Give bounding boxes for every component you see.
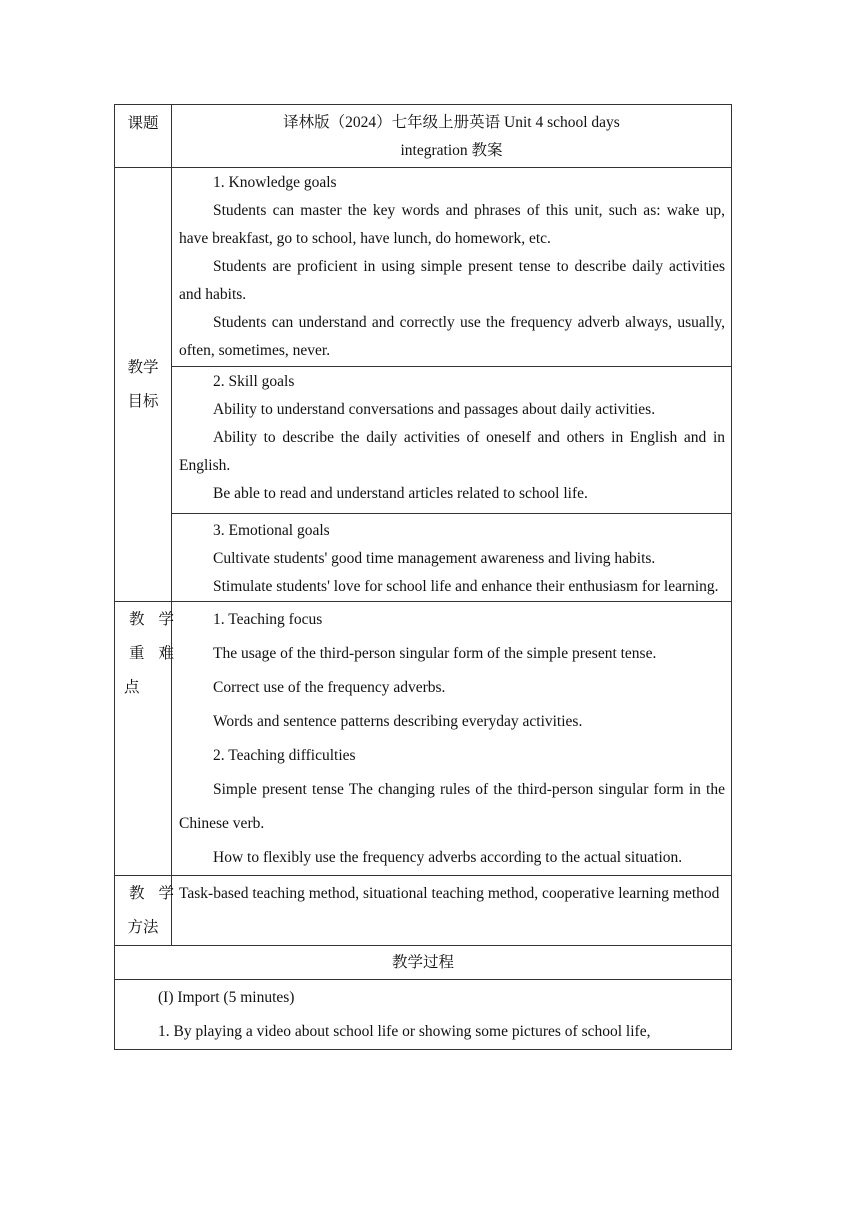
objectives-knowledge-row bbox=[115, 168, 732, 367]
methods-label-line1: 教学 bbox=[129, 885, 189, 902]
methods-row bbox=[115, 876, 732, 946]
teaching-difficulty-1: Simple present tense The changing rules of the third-person singular form in the Chinese verb. bbox=[179, 781, 725, 832]
course-label bbox=[115, 105, 172, 168]
lesson-plan-table bbox=[114, 104, 732, 1050]
knowledge-goal-1: Students can master the key words and phrases of this unit, such as: wake up, have breakfast, go to school, have lunch, do homework, etc. bbox=[179, 202, 725, 247]
teaching-focus-3: Words and sentence patterns describing everyday activities. bbox=[213, 713, 583, 730]
skill-goal-3: Be able to read and understand articles related to school life. bbox=[213, 485, 588, 502]
skill-goal-1: Ability to understand conversations and passages about daily activities. bbox=[213, 401, 656, 418]
key-points bbox=[172, 602, 732, 876]
teaching-methods bbox=[172, 876, 732, 946]
process-content-row bbox=[115, 980, 732, 1050]
skill-goal-2: Ability to describe the daily activities of oneself and others in English and in English. bbox=[179, 429, 725, 474]
teaching-focus-heading: 1. Teaching focus bbox=[213, 611, 323, 628]
course-title-line1: 译林版（2024）七年级上册英语 Unit 4 school days bbox=[283, 114, 620, 131]
teaching-difficulties-heading: 2. Teaching difficulties bbox=[213, 747, 356, 764]
objectives-emotional-row bbox=[115, 514, 732, 602]
teaching-focus-1: The usage of the third-person singular form of the simple present tense. bbox=[213, 645, 657, 662]
methods-label-line2: 方法 bbox=[127, 919, 159, 936]
course-title bbox=[172, 105, 732, 168]
teaching-methods-text: Task-based teaching method, situational teaching method, cooperative learning method bbox=[179, 885, 720, 902]
knowledge-goal-2: Students are proficient in using simple present tense to describe daily activities and habits. bbox=[179, 258, 725, 303]
skill-goals-heading: 2. Skill goals bbox=[213, 373, 295, 390]
course-title-line2: integration 教案 bbox=[400, 142, 503, 159]
course-title-row bbox=[115, 105, 732, 168]
methods-label bbox=[115, 876, 189, 946]
objectives-label-line2: 目标 bbox=[127, 392, 159, 410]
objectives-skill-row bbox=[115, 367, 732, 514]
key-points-label-line1: 教学 bbox=[129, 611, 189, 628]
objectives-label bbox=[115, 168, 172, 602]
process-title: 教学过程 bbox=[115, 946, 732, 980]
key-points-label-line3: 点 bbox=[124, 679, 140, 696]
teaching-focus-2: Correct use of the frequency adverbs. bbox=[213, 679, 446, 696]
teaching-difficulty-2: How to flexibly use the frequency adverbs according to the actual situation. bbox=[213, 849, 683, 866]
course-label-text: 课题 bbox=[127, 115, 159, 132]
import-step-1: 1. By playing a video about school life or showing some pictures of school life, bbox=[158, 1023, 651, 1040]
emotional-goals-heading: 3. Emotional goals bbox=[213, 522, 330, 539]
key-points-row bbox=[115, 602, 732, 876]
import-heading: (I) Import (5 minutes) bbox=[158, 989, 295, 1006]
process-title-row bbox=[115, 946, 732, 980]
key-points-label-line2: 重难 bbox=[129, 645, 189, 662]
knowledge-goals-heading: 1. Knowledge goals bbox=[213, 174, 337, 191]
emotional-goal-1: Cultivate students' good time management awareness and living habits. bbox=[213, 550, 656, 567]
emotional-goals bbox=[172, 514, 732, 602]
key-points-label bbox=[115, 602, 189, 876]
process-content bbox=[115, 980, 732, 1050]
knowledge-goals bbox=[172, 168, 732, 367]
emotional-goal-2: Stimulate students' love for school life and enhance their enthusiasm for learning. bbox=[213, 578, 719, 595]
skill-goals bbox=[172, 367, 732, 514]
objectives-label-line1: 教学 bbox=[127, 358, 159, 376]
knowledge-goal-3: Students can understand and correctly use the frequency adverb always, usually, often, sometimes, never. bbox=[179, 314, 725, 359]
